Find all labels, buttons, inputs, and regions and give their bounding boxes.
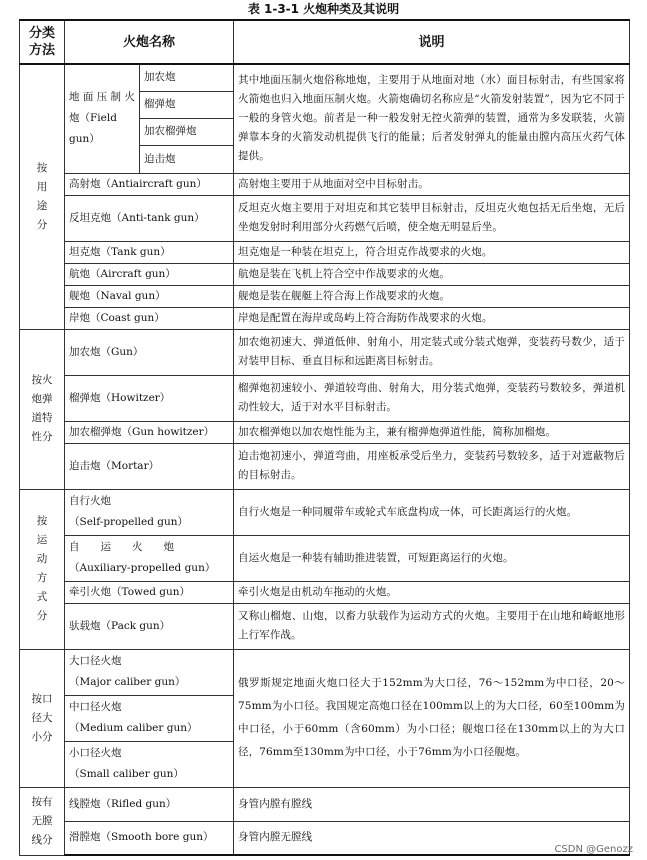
- coast-gun-name: 岸炮（Coast gun）: [65, 307, 234, 329]
- gun-name: 加农炮（Gun）: [65, 329, 234, 375]
- table-row: [20, 603, 630, 649]
- small-caliber-name: 小口径火炮 （Small caliber gun）: [65, 741, 234, 787]
- gun-howitzer-desc: 加农榴弹炮以加农炮性能为主，兼有榴弹炮弹道性能，简称加榴炮。: [234, 421, 630, 443]
- table-row: [20, 821, 630, 855]
- smooth-bore-name: 滑膛炮（Smooth bore gun）: [65, 821, 234, 855]
- self-propelled-name: 自行火炮 （Self-propelled gun）: [65, 489, 234, 535]
- auxiliary-propelled-name: 自 运 火 炮 （Auxiliary-propelled gun）: [65, 535, 234, 581]
- table-row: [20, 443, 630, 489]
- gun-desc: 加农炮初速大、弹道低伸、射角小，用定装式或分装式炮弹，变装药号数少，适于对装甲目标、垂直目标和远距离目标射击。: [234, 329, 630, 375]
- field-sub-howitzer: 榴弹炮: [140, 91, 234, 118]
- table-row: [20, 489, 630, 535]
- auxiliary-propelled-desc: 自运火炮是一种装有辅助推进装置，可短距离运行的火炮。: [234, 535, 630, 581]
- howitzer-name: 榴弹炮（Howitzer）: [65, 375, 234, 421]
- self-propelled-desc: 自行火炮是一种同履带车或轮式车底盘构成一体，可长距离运行的火炮。: [234, 489, 630, 535]
- major-caliber-name: 大口径火炮 （Major caliber gun）: [65, 649, 234, 695]
- towed-gun-name: 牵引火炮（Towed gun）: [65, 581, 234, 603]
- towed-gun-desc: 牵引火炮是由机动车拖动的火炮。: [234, 581, 630, 603]
- table-row: [20, 263, 630, 285]
- aircraft-gun-name: 航炮（Aircraft gun）: [65, 263, 234, 285]
- table-row: [20, 787, 630, 821]
- mortar-name: 迫击炮（Mortar）: [65, 443, 234, 489]
- group-by-ballistic: 按火 炮弹 道特 性分: [20, 329, 65, 489]
- aa-gun-name: 高射炮（Antiaircraft gun）: [65, 173, 234, 195]
- table-row: [20, 285, 630, 307]
- table-row: [20, 329, 630, 375]
- naval-gun-desc: 舰炮是装在舰艇上符合海上作战要求的火炮。: [234, 285, 630, 307]
- table-row: [20, 649, 630, 695]
- table-row: [20, 421, 630, 443]
- field-sub-gun-howitzer: 加农榴弹炮: [140, 118, 234, 145]
- watermark: CSDN @Genozz: [554, 844, 633, 855]
- gun-howitzer-name: 加农榴弹炮（Gun howitzer）: [65, 421, 234, 443]
- table-row: [20, 535, 630, 581]
- tank-gun-name: 坦克炮（Tank gun）: [65, 241, 234, 263]
- tank-gun-desc: 坦克炮是一种装在坦克上，符合坦克作战要求的火炮。: [234, 241, 630, 263]
- aircraft-gun-desc: 航炮是装在飞机上符合空中作战要求的火炮。: [234, 263, 630, 285]
- header-category: 分类 方法: [20, 20, 65, 64]
- pack-gun-desc: 又称山榴炮、山炮，以畜力驮载作为运动方式的火炮。主要用于在山地和崎岖地形上行军作战。: [234, 603, 630, 649]
- table-row: [20, 581, 630, 603]
- coast-gun-desc: 岸炮是配置在海岸或岛屿上符合海防作战要求的火炮。: [234, 307, 630, 329]
- medium-caliber-name: 中口径火炮 （Medium caliber gun）: [65, 695, 234, 741]
- howitzer-desc: 榴弹炮初速较小、弹道较弯曲、射角大，用分装式炮弹，变装药号数较多，弹道机动性较大，适于对水平目标射击。: [234, 375, 630, 421]
- pack-gun-name: 驮载炮（Pack gun）: [65, 603, 234, 649]
- aa-gun-desc: 高射炮主要用于从地面对空中目标射击。: [234, 173, 630, 195]
- header-name: 火炮名称: [65, 20, 234, 64]
- field-gun-name: 地 面 压 制 火炮（Field gun）: [65, 64, 140, 173]
- at-gun-desc: 反坦克火炮主要用于对坦克和其它装甲目标射击，反坦克火炮包括无后坐炮，无后坐炮发射时利用部分火药燃气后喷，使全炮无明显后坐。: [234, 195, 630, 241]
- at-gun-name: 反坦克炮（Anti-tank gun）: [65, 195, 234, 241]
- artillery-table: [19, 19, 630, 856]
- field-gun-desc: 其中地面压制火炮俗称地炮，主要用于从地面对地（水）面目标射击，有些国家将火箭炮也归入地面压制火炮。火箭炮确切名称应是“火箭发射装置”，因为它不同于一般的身管火炮。前者是一种一般发射无控火箭弹的装置，通常为多发联装，火箭弹靠本身的火箭发动机提供飞行的能量；后者发射弹丸的能量由膛内高压火药气体提供。: [234, 64, 630, 173]
- rifled-gun-name: 线膛炮（Rifled gun）: [65, 787, 234, 821]
- rifled-gun-desc: 身管内膛有膛线: [234, 787, 630, 821]
- group-by-use: 按 用 途 分: [20, 64, 65, 329]
- caliber-desc: 俄罗斯规定地面火炮口径大于152mm为大口径，76～152mm为中口径，20～75mm为小口径。我国规定高炮口径在100mm以上的为大口径，60至100mm为中口径，小于60mm（含60mm）为小口径；舰炮口径在130mm以上的为大口径，76mm至130mm为中口径，小于76mm为小口径舰炮。: [234, 649, 630, 787]
- naval-gun-name: 舰炮（Naval gun）: [65, 285, 234, 307]
- group-by-bore: 按有 无膛 线分: [20, 787, 65, 855]
- table-row: [20, 375, 630, 421]
- group-by-motion: 按 运 动 方 式 分: [20, 489, 65, 649]
- table-row: [20, 195, 630, 241]
- table-row: [20, 64, 630, 91]
- mortar-desc: 迫击炮初速小，弹道弯曲，用座板承受后坐力，变装药号数较多，适于对遮蔽物后的目标射击。: [234, 443, 630, 489]
- table-caption: 表 1-3-1 火炮种类及其说明: [247, 2, 400, 16]
- header-row: [20, 20, 630, 64]
- table-row: [20, 173, 630, 195]
- header-desc: 说明: [234, 20, 630, 64]
- table-row: [20, 241, 630, 263]
- field-sub-mortar: 迫击炮: [140, 145, 234, 173]
- smooth-bore-desc: 身管内膛无膛线: [234, 821, 630, 855]
- field-sub-gun: 加农炮: [140, 64, 234, 91]
- table-row: [20, 307, 630, 329]
- group-by-caliber: 按口 径大 小分: [20, 649, 65, 787]
